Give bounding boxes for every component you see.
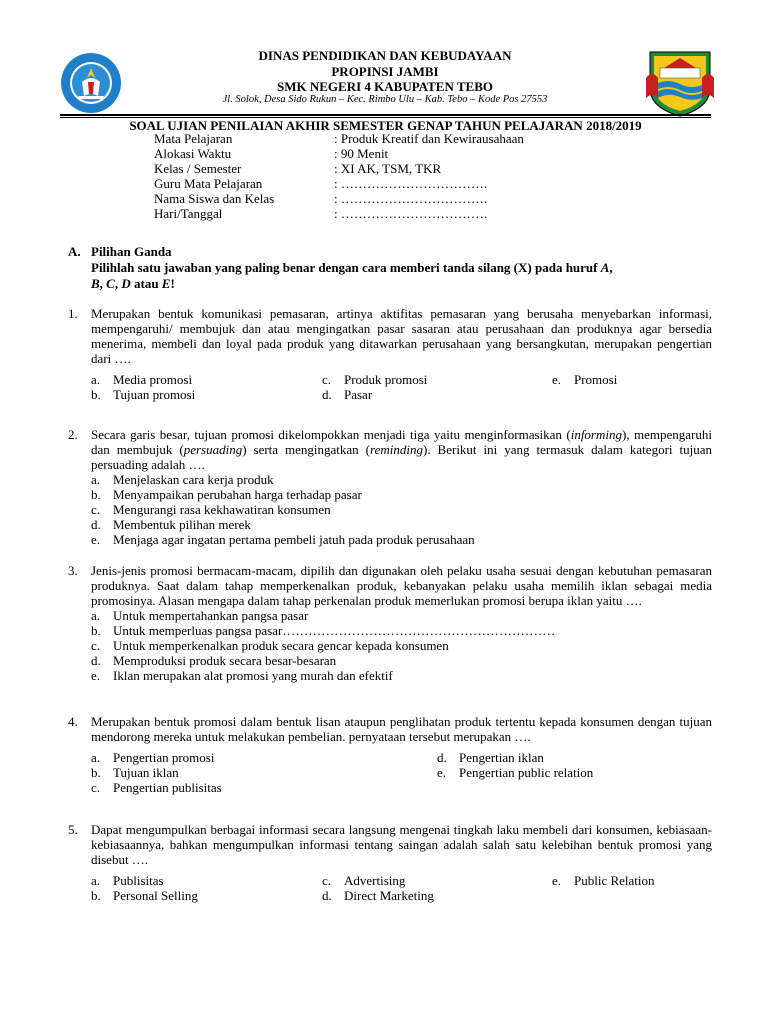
question-number: 2. [68,427,78,442]
question-4 [68,714,712,797]
option-c[interactable]: c. Mengurangi rasa kekhawatiran konsumen [91,502,331,517]
section-instruction: Pilihlah satu jawaban yang paling benar dengan cara memberi tanda silang (X) pada huruf A, B, C, D atau E! [91,260,613,291]
option-c[interactable]: c. Produk promosi [322,372,428,387]
question-1 [68,306,712,404]
jambi-province-emblem [644,48,716,118]
option-d[interactable]: d. Memproduksi produk secara besar-besaran [91,653,337,668]
option-a[interactable]: a. Media promosi [91,372,193,387]
option-e[interactable]: e. Public Relation [552,873,655,888]
option-c[interactable]: c. Untuk memperkenalkan produk secara gencar kepada konsumen [91,638,449,653]
province-name: PROPINSI JAMBI [331,64,439,79]
question-2 [68,427,712,547]
exam-title: SOAL UJIAN PENILAIAN AKHIR SEMESTER GENAP TAHUN PELAJARAN 2018/2019 [129,118,642,133]
option-d[interactable]: d. Membentuk pilihan merek [91,517,251,532]
option-e[interactable]: e. Promosi [552,372,618,387]
options-grid [91,750,712,797]
tut-wuri-handayani-logo [60,52,122,114]
options-grid [91,873,712,905]
option-e[interactable]: e. Pengertian public relation [437,765,594,780]
option-e[interactable]: e. Iklan merupakan alat promosi yang murah dan efektif [91,668,393,683]
info-value: : 90 Menit [334,146,389,161]
question-number: 3. [68,563,78,578]
option-b[interactable]: b. Untuk memperluas pangsa pasar……………………………………………………… [91,623,556,638]
option-a[interactable]: a. Untuk mempertahankan pangsa pasar [91,608,309,623]
question-text: Jenis-jenis promosi bermacam-macam, dipilih dan digunakan oleh pelaku usaha sesuai dengan kebutuhan pemasaran produknya. Saat dalam tahap memperkenalkan produk, kebanyakan pelaku usaha memilih iklan sebagai media promosinya. Alasan mengapa dalam tahap perkenalan produk memerlukan promosi berupa iklan yaitu …. [91,563,712,608]
info-label: Kelas / Semester [154,161,242,176]
option-b[interactable]: b. Menyampaikan perubahan harga terhadap pasar [91,487,362,502]
question-number: 1. [68,306,78,321]
info-label: Guru Mata Pelajaran [154,176,263,191]
question-5 [68,822,712,905]
question-3 [68,563,712,683]
info-label: Mata Pelajaran [154,131,233,146]
info-value: : XI AK, TSM, TKR [334,161,442,176]
question-text: Merupakan bentuk komunikasi pemasaran, artinya aktifitas pemasaran yang berusaha menyebarkan informasi, mempengaruhi/ membujuk dan atau mengingatkan pasar sasaran atau perusahaan dan produknya agar bersedia menerima, membeli dan loyal pada produk yang ditawarkan perusahaan yang bersangkutan, merupakan pengertian dari …. [91,306,712,366]
info-label: Nama Siswa dan Kelas [154,191,275,206]
question-number: 5. [68,822,78,837]
option-d[interactable]: d. Pasar [322,387,373,402]
option-e[interactable]: e. Menjaga agar ingatan pertama pembeli jatuh pada produk perusahaan [91,532,475,547]
info-label: Hari/Tanggal [154,206,223,221]
options-list [91,608,712,683]
option-c[interactable]: c. Advertising [322,873,406,888]
info-label: Alokasi Waktu [154,146,232,161]
options-grid [91,372,712,404]
school-name: SMK NEGERI 4 KABUPATEN TEBO [277,79,493,94]
section-title: Pilihan Ganda [91,244,172,259]
section-multiple-choice [68,244,713,292]
option-c[interactable]: c. Pengertian publisitas [91,780,222,795]
question-text: Secara garis besar, tujuan promosi dikelompokkan menjadi tiga yaitu menginformasikan (informing), mempengaruhi dan membujuk (persuading) serta mengingatkan (reminding). Berikut ini yang termasuk dalam kategori tujuan persuading adalah …. [91,427,713,472]
school-address: Jl. Solok, Desa Sido Rukun – Kec. Rimbo Ulu – Kab. Tebo – Kode Pos 27553 [222,94,548,105]
option-b[interactable]: b. Tujuan iklan [91,765,179,780]
info-value: : ……………………………. [334,206,488,221]
option-b[interactable]: b. Personal Selling [91,888,198,903]
option-a[interactable]: a. Menjelaskan cara kerja produk [91,472,274,487]
question-text: Merupakan bentuk promosi dalam bentuk lisan ataupun penglihatan produk tertentu kepada konsumen dengan tujuan mendorong mereka untuk melakukan pembelian. pernyataan tersebut merupakan …. [91,714,712,744]
option-d[interactable]: d. Direct Marketing [322,888,434,903]
section-letter: A. [68,244,81,259]
question-number: 4. [68,714,78,729]
agency-name: DINAS PENDIDIKAN DAN KEBUDAYAAN [258,48,512,63]
info-value: : ……………………………. [334,176,488,191]
option-b[interactable]: b. Tujuan promosi [91,387,196,402]
option-a[interactable]: a. Pengertian promosi [91,750,215,765]
option-a[interactable]: a. Publisitas [91,873,164,888]
header-rule-thick [60,114,711,116]
question-text: Dapat mengumpulkan berbagai informasi secara langsung mengenai tingkah laku membeli dari konsumen, kebiasaan-kebiasaannya, bahkan mengumpulkan informasi tentang saingan adalah salah satu kelebihan bentuk promosi yang disebut …. [91,822,712,867]
option-d[interactable]: d. Pengertian iklan [437,750,544,765]
info-value: : ……………………………. [334,191,488,206]
section-heading [68,244,713,260]
options-list [91,472,712,547]
info-value: : Produk Kreatif dan Kewirausahaan [334,131,524,146]
letterhead [0,44,768,116]
